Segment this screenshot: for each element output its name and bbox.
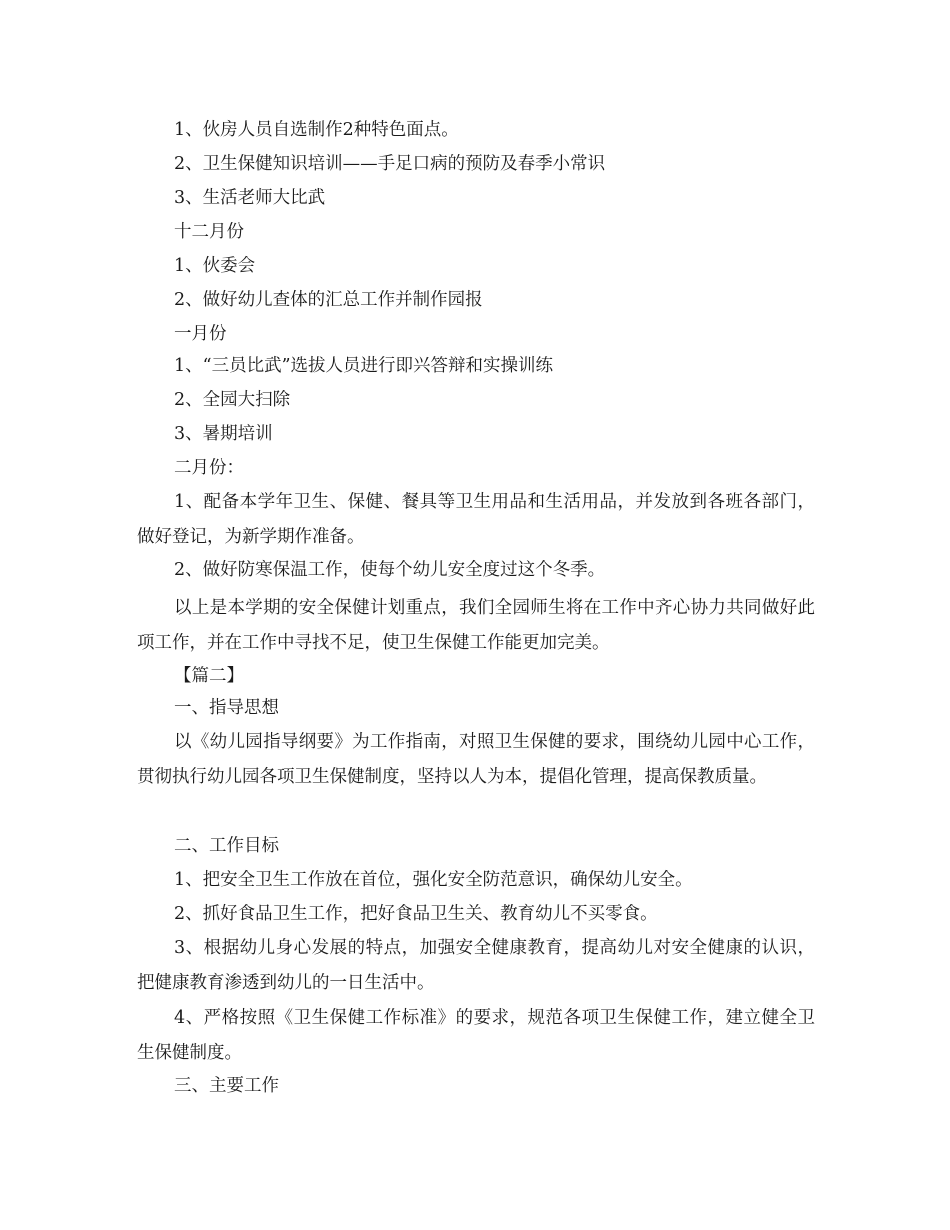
paragraph: 1、“三员比武”选拔人员进行即兴答辩和实操训练 xyxy=(174,356,554,376)
paragraph: 以上是本学期的安全保健计划重点，我们全园师生将在工作中齐心协力共同做好此项工作，并在工作中寻找不足，使卫生保健工作能更加完美。 xyxy=(137,598,815,653)
section-heading: 一、指导思想 xyxy=(174,698,279,718)
paragraph: 2、卫生保健知识培训——手足口病的预防及春季小常识 xyxy=(174,154,606,174)
paragraph: 2、全园大扫除 xyxy=(174,390,291,410)
section-heading: 十二月份 xyxy=(174,222,244,242)
paragraph: 1、伙委会 xyxy=(174,256,256,276)
paragraph: 3、根据幼儿身心发展的特点，加强安全健康教育，提高幼儿对安全健康的认识，把健康教育渗透到幼儿的一日生活中。 xyxy=(137,938,815,993)
paragraph: 4、严格按照《卫生保健工作标准》的要求，规范各项卫生保健工作，建立健全卫生保健制度。 xyxy=(137,1008,815,1063)
paragraph: 1、把安全卫生工作放在首位，强化安全防范意识，确保幼儿安全。 xyxy=(174,870,693,890)
paragraph: 2、做好防寒保温工作，使每个幼儿安全度过这个冬季。 xyxy=(174,560,606,580)
paragraph: 以《幼儿园指导纲要》为工作指南，对照卫生保健的要求，围绕幼儿园中心工作，贯彻执行幼儿园各项卫生保健制度，坚持以人为本，提倡化管理，提高保教质量。 xyxy=(137,732,815,787)
section-heading: 三、主要工作 xyxy=(174,1076,279,1096)
paragraph: 1、配备本学年卫生、保健、餐具等卫生用品和生活用品，并发放到各班各部门，做好登记，为新学期作准备。 xyxy=(137,492,815,547)
paragraph: 1、伙房人员自选制作2种特色面点。 xyxy=(174,120,459,140)
paragraph: 3、生活老师大比武 xyxy=(174,188,326,208)
paragraph: 3、暑期培训 xyxy=(174,424,273,444)
paragraph: 2、做好幼儿查体的汇总工作并制作园报 xyxy=(174,290,483,310)
paragraph: 2、抓好食品卫生工作，把好食品卫生关、教育幼儿不买零食。 xyxy=(174,904,658,924)
section-heading: 二、工作目标 xyxy=(174,836,279,856)
part-heading: 【篇二】 xyxy=(174,666,244,686)
section-heading: 一月份 xyxy=(174,324,227,344)
section-heading: 二月份： xyxy=(174,458,244,478)
